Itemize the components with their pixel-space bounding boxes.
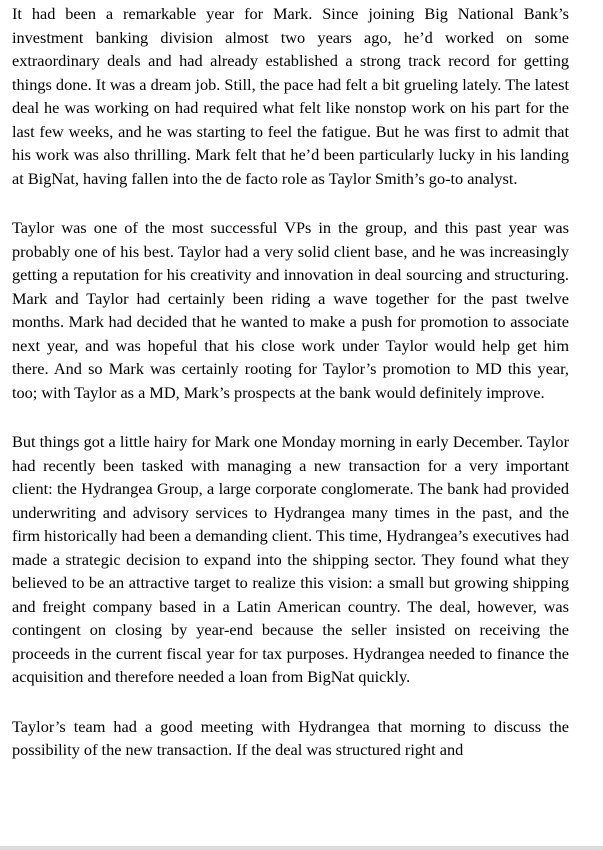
paragraph-4: Taylor’s team had a good meeting with Hydrangea that morning to discuss the possibility of the new transaction. If the deal was structured right and: [12, 716, 569, 759]
paragraph-3: But things got a little hairy for Mark one Monday morning in early December. Taylor had recently been tasked with managing a new transaction for a very important client: the Hydrangea Group, a large corporate conglomerate. The bank had provided underwriting and advisory services to Hydrangea many times in the past, and the firm historically had been a demanding client. This time, Hydrangea’s executives had made a strategic decision to expand into the shipping sector. They found what they believed to be an attractive target to realize this vision: a small but growing shipping and freight company based in a Latin American country. The deal, however, was contingent on closing by year-end because the seller insisted on receiving the proceeds in the current fiscal year for tax purposes. Hydrangea needed to finance the acquisition and therefore needed a loan from BigNat quickly.: [12, 432, 569, 686]
page-bottom-divider: [0, 846, 603, 850]
paragraph-2: Taylor was one of the most successful VPs in the group, and this past year was probably one of his best. Taylor had a very solid client base, and he was increasingly getting a reputation for his creativity and innovation in deal sourcing and structuring. Mark and Taylor had certainly been riding a wave together for the past twelve months. Mark had decided that he wanted to make a push for promotion to associate next year, and was hopeful that his close work under Taylor would help get him there. And so Mark was certainly rooting for Taylor’s promotion to MD this year, too; with Taylor as a MD, Mark’s prospects at the bank would definitely improve.: [12, 218, 569, 402]
paragraph-1: It had been a remarkable year for Mark. Since joining Big National Bank’s investment banking division almost two years ago, he’d worked on some extraordinary deals and had already established a strong track record for getting things done. It was a dream job. Still, the pace had felt a bit grueling lately. The latest deal he was working on had required what felt like nonstop work on his part for the last few weeks, and he was starting to feel the fatigue. But he was first to admit that his work was also thrilling. Mark felt that he’d been particularly lucky in his landing at BigNat, having fallen into the de facto role as Taylor Smith’s go-to analyst.: [12, 4, 569, 188]
